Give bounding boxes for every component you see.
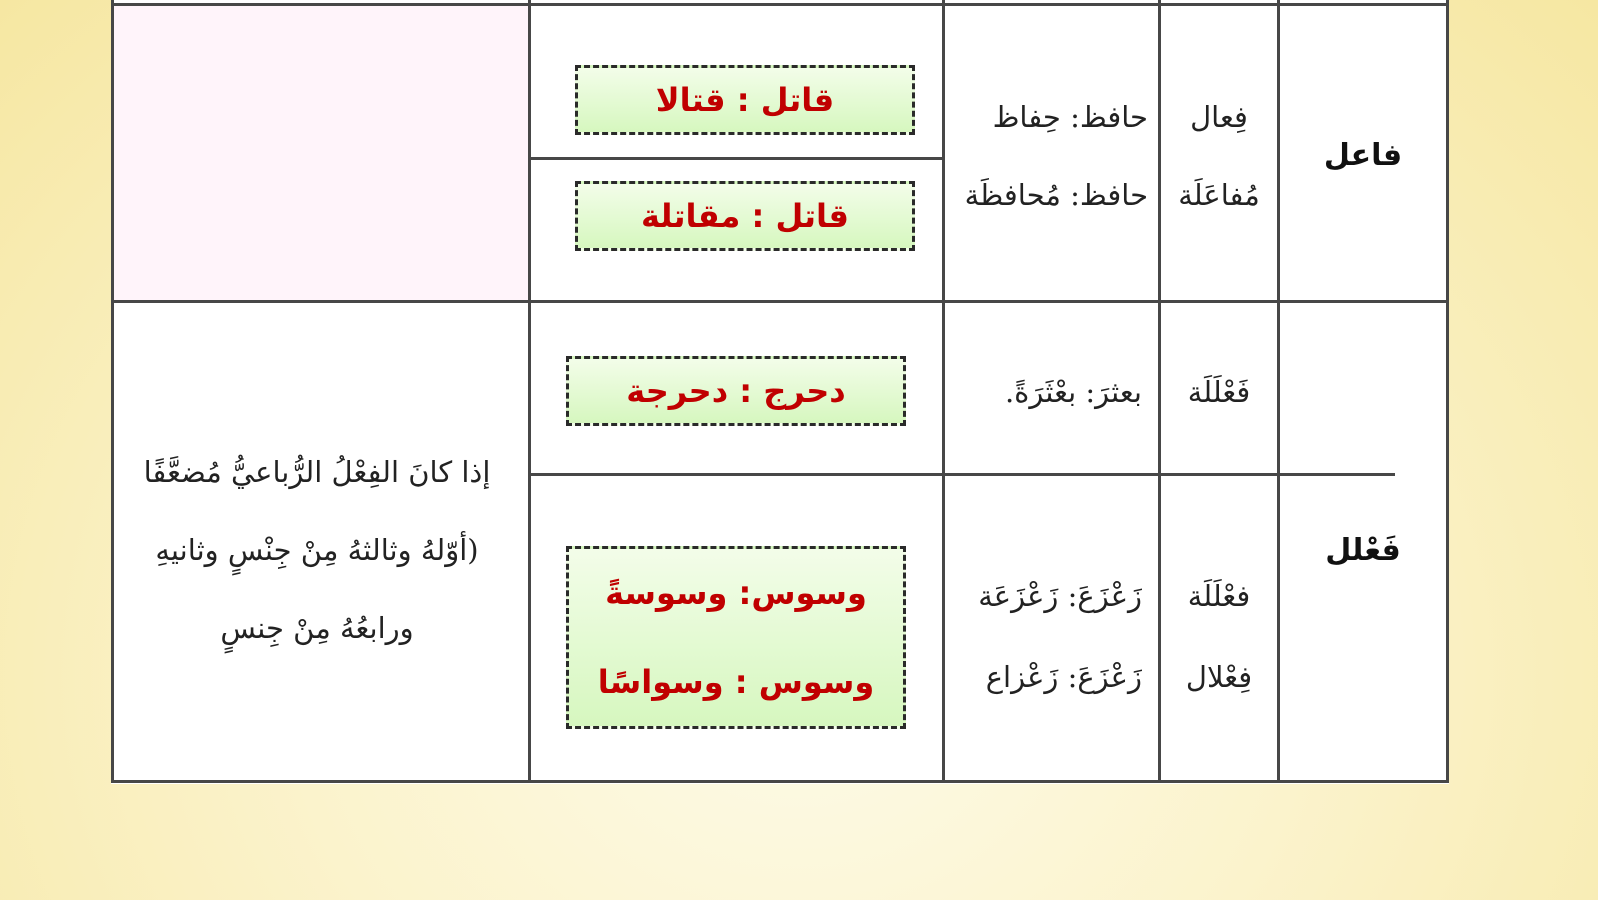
example-text: حافظ: مُحافظَة xyxy=(964,178,1148,212)
example-text: بعثرَ: بعْثَرَةً. xyxy=(1004,375,1142,409)
example-text: زَعْزَعَ: زَعْزاع xyxy=(985,660,1142,694)
table-line xyxy=(111,3,1449,6)
rule-note-line: ورابعُهُ مِنْ جِنسٍ xyxy=(220,611,414,645)
table-line xyxy=(528,0,531,783)
answer-box xyxy=(575,65,915,135)
answer-text: وسوس : وسواسًا xyxy=(597,662,875,701)
answer-box xyxy=(566,356,906,426)
table-line xyxy=(1277,0,1280,783)
form-label: فِعال xyxy=(1190,100,1248,134)
form-label: فعْلَلَة xyxy=(1187,579,1251,613)
rule-note-line: (أوّلهُ وثالثهُ مِنْ جِنْسٍ وثانيهِ xyxy=(155,533,479,567)
answer-text: قاتل : قتالا xyxy=(655,81,835,119)
table-line xyxy=(111,780,1449,783)
table-line xyxy=(1446,0,1449,783)
table-line xyxy=(531,157,945,160)
table-line xyxy=(111,0,114,783)
conjugation-table xyxy=(111,0,1449,784)
empty-note-cell xyxy=(111,6,529,302)
answer-text: دحرج : دحرجة xyxy=(626,372,846,410)
table-line xyxy=(111,300,1449,303)
answer-box xyxy=(575,181,915,251)
verb-pattern-falal: فَعْلل xyxy=(1325,533,1401,568)
answer-box xyxy=(566,546,906,729)
example-text: حافظ: حِفاظ xyxy=(992,100,1148,134)
form-label: مُفاعَلَة xyxy=(1178,178,1260,212)
verb-pattern-faaal: فاعل xyxy=(1323,138,1403,173)
form-label: فَعْلَلَة xyxy=(1187,375,1251,409)
answer-text: وسوس: وسوسةً xyxy=(605,574,867,613)
example-text: زَعْزَعَ: زَعْزَعَة xyxy=(978,579,1142,613)
table-line xyxy=(531,473,1395,476)
answer-text: قاتل : مقاتلة xyxy=(641,197,849,235)
form-label: فِعْلال xyxy=(1185,660,1253,694)
rule-note-line: إذا كانَ الفِعْلُ الرُّباعيُّ مُضعَّفًا xyxy=(143,455,491,489)
